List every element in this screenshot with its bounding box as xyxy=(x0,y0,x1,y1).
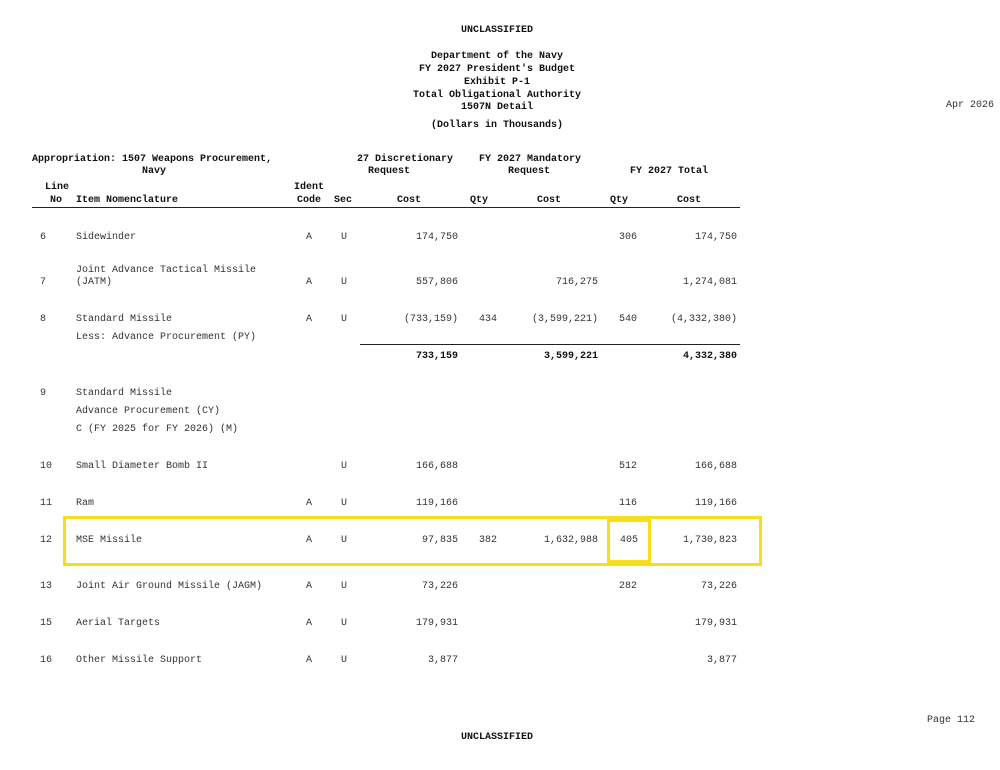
row-15-d-cost: 179,931 xyxy=(415,618,458,629)
row-12-m-cost: 1,632,988 xyxy=(543,535,598,546)
row-8-sec: U xyxy=(341,314,348,325)
row-11-t-cost: 119,166 xyxy=(694,498,737,509)
row-13-no: 13 xyxy=(40,581,53,592)
row-13-t-cost: 73,226 xyxy=(700,581,737,592)
row-13-code: A xyxy=(306,581,313,592)
row-8-t-qty: 540 xyxy=(618,314,637,325)
row-9-item-3: C (FY 2025 for FY 2026) (M) xyxy=(76,424,239,435)
header-line-4: Total Obligational Authority xyxy=(412,90,582,101)
mandatory-header-2: Request xyxy=(507,166,551,177)
subtotal-rule xyxy=(360,344,740,345)
row-7-d-cost: 557,806 xyxy=(415,277,458,288)
header-units: (Dollars in Thousands) xyxy=(430,120,564,131)
row-8-item-1: Standard Missile xyxy=(76,314,173,325)
row-7-sec: U xyxy=(341,277,348,288)
row-6-sec: U xyxy=(341,232,348,243)
discretionary-header-1: 27 Discretionary xyxy=(356,154,454,165)
row-9-item-1: Standard Missile xyxy=(76,388,173,399)
col-ident-2: Code xyxy=(297,195,322,206)
classification-bottom: UNCLASSIFIED xyxy=(460,732,534,743)
row-13-t-qty: 282 xyxy=(618,581,637,592)
row-7-item-2: (JATM) xyxy=(76,277,113,288)
mandatory-header-1: FY 2027 Mandatory xyxy=(478,154,582,165)
header-line-1: Department of the Navy xyxy=(430,51,564,62)
header-line-2: FY 2027 President's Budget xyxy=(418,64,576,75)
appropriation-line-1: Appropriation: 1507 Weapons Procurement, xyxy=(32,154,273,165)
row-8-no: 8 xyxy=(40,314,47,325)
row-11-sec: U xyxy=(341,498,348,509)
row-11-d-cost: 119,166 xyxy=(415,498,458,509)
col-d-cost: Cost xyxy=(396,195,422,206)
discretionary-header-2: Request xyxy=(367,166,411,177)
report-date: Apr 2026 xyxy=(945,100,994,111)
row-12-highlight xyxy=(63,516,762,566)
row-9-no: 9 xyxy=(40,388,47,399)
row-15-item: Aerial Targets xyxy=(76,618,161,629)
col-t-cost: Cost xyxy=(676,195,702,206)
subtotal-m-cost: 3,599,221 xyxy=(543,351,598,362)
row-11-code: A xyxy=(306,498,313,509)
row-7-no: 7 xyxy=(40,277,47,288)
row-11-no: 11 xyxy=(40,498,53,509)
row-12-m-qty: 382 xyxy=(478,535,497,546)
row-6-item: Sidewinder xyxy=(76,232,137,243)
page-number: Page 112 xyxy=(926,715,975,726)
total-header: FY 2027 Total xyxy=(629,166,709,177)
row-16-no: 16 xyxy=(40,655,53,666)
row-16-t-cost: 3,877 xyxy=(706,655,737,666)
row-7-t-cost: 1,274,081 xyxy=(682,277,737,288)
col-line-2: No xyxy=(50,195,63,206)
row-13-d-cost: 73,226 xyxy=(421,581,458,592)
row-10-sec: U xyxy=(341,461,348,472)
row-13-sec: U xyxy=(341,581,348,592)
subtotal-d-cost: 733,159 xyxy=(415,351,458,362)
row-16-sec: U xyxy=(341,655,348,666)
row-10-item: Small Diameter Bomb II xyxy=(76,461,209,472)
row-9-item-2: Advance Procurement (CY) xyxy=(76,406,221,417)
row-8-item-2: Less: Advance Procurement (PY) xyxy=(76,332,257,343)
row-8-d-cost: (733,159) xyxy=(403,314,458,325)
row-12-no: 12 xyxy=(40,535,53,546)
row-8-m-qty: 434 xyxy=(478,314,497,325)
col-sec: Sec xyxy=(334,195,353,206)
col-m-qty: Qty xyxy=(469,195,489,206)
row-16-code: A xyxy=(306,655,313,666)
col-m-cost: Cost xyxy=(536,195,562,206)
row-16-d-cost: 3,877 xyxy=(427,655,458,666)
row-7-item-1: Joint Advance Tactical Missile xyxy=(76,265,257,276)
col-item: Item Nomenclature xyxy=(76,195,179,206)
row-12-t-qty: 405 xyxy=(619,535,638,546)
row-8-t-cost: (4,332,380) xyxy=(670,314,737,325)
row-8-m-cost: (3,599,221) xyxy=(531,314,598,325)
row-12-item: MSE Missile xyxy=(76,535,143,546)
row-6-t-cost: 174,750 xyxy=(694,232,737,243)
appropriation-line-2: Navy xyxy=(141,166,167,177)
row-7-code: A xyxy=(306,277,313,288)
row-8-code: A xyxy=(306,314,313,325)
row-12-t-cost: 1,730,823 xyxy=(682,535,737,546)
row-6-no: 6 xyxy=(40,232,47,243)
col-ident-1: Ident xyxy=(294,182,325,193)
row-7-m-cost: 716,275 xyxy=(555,277,598,288)
header-line-3: Exhibit P-1 xyxy=(463,77,531,88)
row-10-t-qty: 512 xyxy=(618,461,637,472)
header-rule xyxy=(32,207,740,208)
row-11-item: Ram xyxy=(76,498,95,509)
row-11-t-qty: 116 xyxy=(618,498,637,509)
row-12-d-cost: 97,835 xyxy=(421,535,458,546)
row-13-item: Joint Air Ground Missile (JAGM) xyxy=(76,581,263,592)
header-line-5: 1507N Detail xyxy=(460,102,534,113)
row-10-t-cost: 166,688 xyxy=(694,461,737,472)
row-10-no: 10 xyxy=(40,461,53,472)
row-12-sec: U xyxy=(341,535,348,546)
row-15-sec: U xyxy=(341,618,348,629)
row-15-t-cost: 179,931 xyxy=(694,618,737,629)
row-6-d-cost: 174,750 xyxy=(415,232,458,243)
row-6-code: A xyxy=(306,232,313,243)
row-10-d-cost: 166,688 xyxy=(415,461,458,472)
row-6-t-qty: 306 xyxy=(618,232,637,243)
col-t-qty: Qty xyxy=(609,195,629,206)
subtotal-t-cost: 4,332,380 xyxy=(682,351,737,362)
classification-top: UNCLASSIFIED xyxy=(460,25,534,36)
row-15-no: 15 xyxy=(40,618,53,629)
col-line-1: Line xyxy=(45,182,70,193)
row-12-code: A xyxy=(306,535,313,546)
row-15-code: A xyxy=(306,618,313,629)
row-16-item: Other Missile Support xyxy=(76,655,203,666)
